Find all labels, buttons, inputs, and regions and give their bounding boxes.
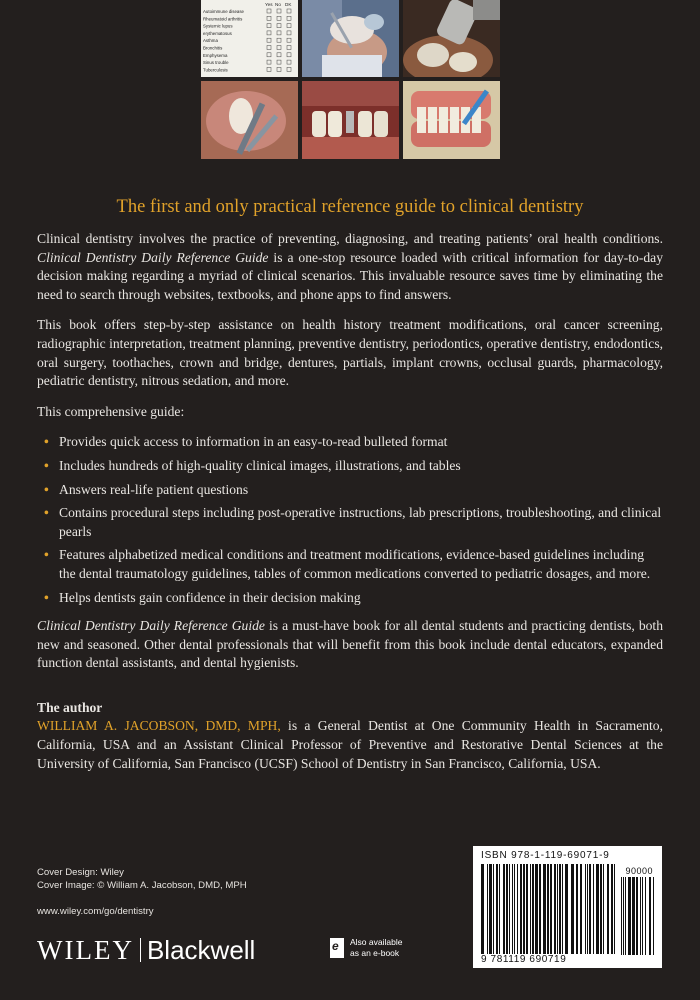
barcode-bar [653, 877, 654, 955]
barcode-bar [623, 877, 624, 955]
denture-model-photo [403, 81, 500, 159]
form-checkbox [287, 38, 291, 42]
bullet-icon: • [44, 457, 49, 473]
form-checkbox [267, 31, 271, 35]
dental-exam-photo [302, 0, 399, 77]
form-checkbox [277, 24, 281, 28]
barcode-bar [559, 864, 561, 954]
form-checkbox [287, 31, 291, 35]
barcode-bar [645, 877, 646, 955]
barcode-bar [600, 864, 602, 954]
barcode-bar [625, 877, 626, 955]
form-checkbox [287, 24, 291, 28]
barcode-bar [614, 864, 615, 954]
barcode-bar [547, 864, 549, 954]
form-header-label: No [275, 2, 281, 7]
form-checkbox [277, 67, 281, 71]
cover-credits [37, 867, 247, 892]
barcode-bar [550, 864, 552, 954]
barcode-bar [587, 864, 588, 954]
implant-crown-photo [302, 81, 399, 159]
bullet-icon: • [44, 547, 49, 563]
list-item: • Contains procedural steps including post-operative instructions, lab prescriptions, troubleshooting, and clinical pearls [44, 505, 662, 539]
form-row-label: Bronchitis [203, 45, 223, 51]
barcode-bar [621, 877, 622, 955]
form-checkbox [267, 38, 271, 42]
blackwell-wordmark: Blackwell [146, 935, 256, 965]
feature-list [37, 433, 663, 607]
barcode-bar [636, 877, 638, 955]
tagline: The first and only practical reference guide to clinical dentistry [116, 197, 584, 217]
barcode-bar [640, 877, 641, 955]
price-code: 90000 [625, 866, 653, 876]
barcode-bar [554, 864, 556, 954]
barcode-bar [611, 864, 613, 954]
topics-paragraph: This book offers step-by-step assistance on health history treatment modifications, oral cancer screening, radiographic interpretation, treatment planning, preventive dentistry, periodontics, operative dentistry, endodontics, oral surgery, toothaches, crown and bridge, dentures, partials, implant crowns, occlusal guards, pharmacology, pediatric dentistry, nitrous sedation, and more. [37, 317, 664, 389]
form-row-label: Systemic lupus [203, 23, 233, 29]
cover-image-credit: Cover Image: © William A. Jacobson, DMD, MPH [37, 879, 247, 891]
barcode-bar [535, 864, 538, 954]
barcode-bar [603, 864, 604, 954]
barcode-bar [642, 877, 643, 955]
ebook-icon: e [330, 938, 344, 958]
dental-handpiece-photo [403, 0, 500, 77]
barcode-bar [509, 864, 510, 954]
barcode-bar [481, 864, 484, 954]
barcode-bar [523, 864, 525, 954]
barcode-bar [596, 864, 599, 954]
form-checkbox [277, 31, 281, 35]
barcode-bars [481, 864, 616, 954]
barcode-bar [487, 864, 488, 954]
form-checkbox [267, 60, 271, 64]
form-checkbox [287, 53, 291, 57]
list-item: • Includes hundreds of high-quality clinical images, illustrations, and tables [37, 457, 663, 476]
barcode-bar [526, 864, 528, 954]
barcode-bar [543, 864, 546, 954]
form-row-label: Tuberculosis [203, 67, 228, 73]
barcode-bar [532, 864, 534, 954]
audience-paragraph: Clinical Dentistry Daily Reference Guide is a must-have book for all dental students and practicing dentists, both new and seasoned. Other dental professionals that will benefit from this book include dental educators, expanded function dental assistants, and dental hygienists. [37, 618, 663, 671]
form-checkbox [267, 9, 271, 13]
barcode-bar [576, 864, 578, 954]
barcode-bar [499, 864, 500, 954]
barcode-bar [585, 864, 586, 954]
form-checkbox [267, 16, 271, 20]
form-row-label: Autoimmune disease [203, 9, 245, 14]
barcode-bar [607, 864, 609, 954]
bullet-icon: • [44, 505, 49, 521]
form-checkbox [287, 46, 291, 50]
form-row-label: erythematosus [203, 30, 232, 36]
form-checkbox [267, 67, 271, 71]
barcode-bar [530, 864, 531, 954]
barcode-bar [503, 864, 505, 954]
barcode-bar [562, 864, 563, 954]
barcode-bar [571, 864, 574, 954]
barcode-bar [493, 864, 494, 954]
health-history-form-drawing [201, 0, 298, 77]
form-checkbox [267, 46, 271, 50]
list-item: • Features alphabetized medical conditions and treatment modifications, evidence-based guidelines including the dental traumatology guidelines, tables of common medications converted to pediatric dosages, and more. [44, 547, 651, 581]
form-header-label: DK [285, 2, 292, 7]
publisher-logo [37, 935, 255, 966]
bullet-icon: • [44, 481, 49, 497]
barcode-bar [649, 877, 651, 955]
publisher-website: www.wiley.com/go/dentistry [37, 906, 154, 917]
barcode-bar [520, 864, 522, 954]
barcode-bar [593, 864, 594, 954]
cover-design-credit: Cover Design: Wiley [37, 867, 124, 878]
guide-intro-paragraph: This comprehensive guide: [37, 403, 185, 419]
form-checkbox [277, 9, 281, 13]
barcode-bar [628, 877, 631, 955]
form-checkbox [287, 60, 291, 64]
form-checkbox [267, 24, 271, 28]
barcode-bar [496, 864, 498, 954]
logo-divider [140, 938, 141, 962]
form-header-label: Yes [265, 2, 273, 7]
barcode-bar [489, 864, 492, 954]
health-history-form-image [201, 0, 298, 77]
author-heading: The author [37, 699, 103, 715]
barcode-bar [589, 864, 591, 954]
form-checkbox [287, 9, 291, 13]
bullet-icon: • [44, 434, 49, 450]
form-checkbox [287, 67, 291, 71]
form-checkbox [277, 16, 281, 20]
form-row-label: Sinus trouble [203, 60, 229, 66]
form-row-label: Asthma [203, 38, 218, 44]
book-title-italic: Clinical Dentistry Daily Reference Guide [37, 249, 269, 265]
form-checkbox [277, 46, 281, 50]
addon-barcode-bars [621, 877, 655, 955]
form-row-label: Emphysema [203, 52, 228, 58]
form-row-label: Rheumatoid arthritis [203, 16, 243, 22]
back-cover-description [37, 230, 663, 773]
oral-surgery-photo [201, 81, 298, 159]
form-checkbox [277, 53, 281, 57]
barcode-bar [580, 864, 582, 954]
ebook-notice: e Also available as an e-book [332, 937, 403, 958]
book-title-italic: Clinical Dentistry Daily Reference Guide [37, 618, 265, 634]
cover-photo-collage [201, 0, 500, 160]
isbn-barcode [473, 846, 662, 968]
form-checkbox [287, 16, 291, 20]
form-checkbox [277, 60, 281, 64]
barcode-bar [517, 864, 518, 954]
intro-paragraph: Clinical dentistry involves the practice of preventing, diagnosing, and treating patients’ oral health conditions. Clinical Dentistry Daily Reference Guide is a one-stop resource loaded with critical information for day-to-day decision making regarding a myriad of clinical scenarios. This invaluable resource saves time by eliminating the need to search through websites, textbooks, and phone apps to find answers. [37, 231, 663, 302]
barcode-bar [557, 864, 558, 954]
bullet-icon: • [44, 589, 49, 605]
barcode-bar [539, 864, 541, 954]
list-item: • Helps dentists gain confidence in their decision making [37, 589, 663, 608]
barcode-digits: 9 781119 690719 [481, 954, 567, 965]
barcode-bar [514, 864, 515, 954]
barcode-bar [506, 864, 508, 954]
list-item: • Answers real-life patient questions [37, 481, 663, 500]
form-checkbox [267, 53, 271, 57]
barcode-bar [632, 877, 635, 955]
wiley-wordmark: WILEY [37, 935, 134, 965]
form-checkbox [277, 38, 281, 42]
barcode-bar [565, 864, 568, 954]
barcode-bar [512, 864, 513, 954]
author-name: WILLIAM A. JACOBSON, DMD, MPH, [37, 718, 281, 734]
list-item: • Provides quick access to information in an easy-to-read bulleted format [37, 433, 663, 452]
author-bio: WILLIAM A. JACOBSON, DMD, MPH, is a General Dentist at One Community Health in Sacramento, California, USA and an Assistant Clinical Professor of Preventive and Restorative Dental Sciences at the University of California, San Francisco (UCSF) School of Dentistry in San Francisco, California, USA. [37, 718, 663, 771]
isbn-text: ISBN 978-1-119-69071-9 [481, 850, 610, 861]
